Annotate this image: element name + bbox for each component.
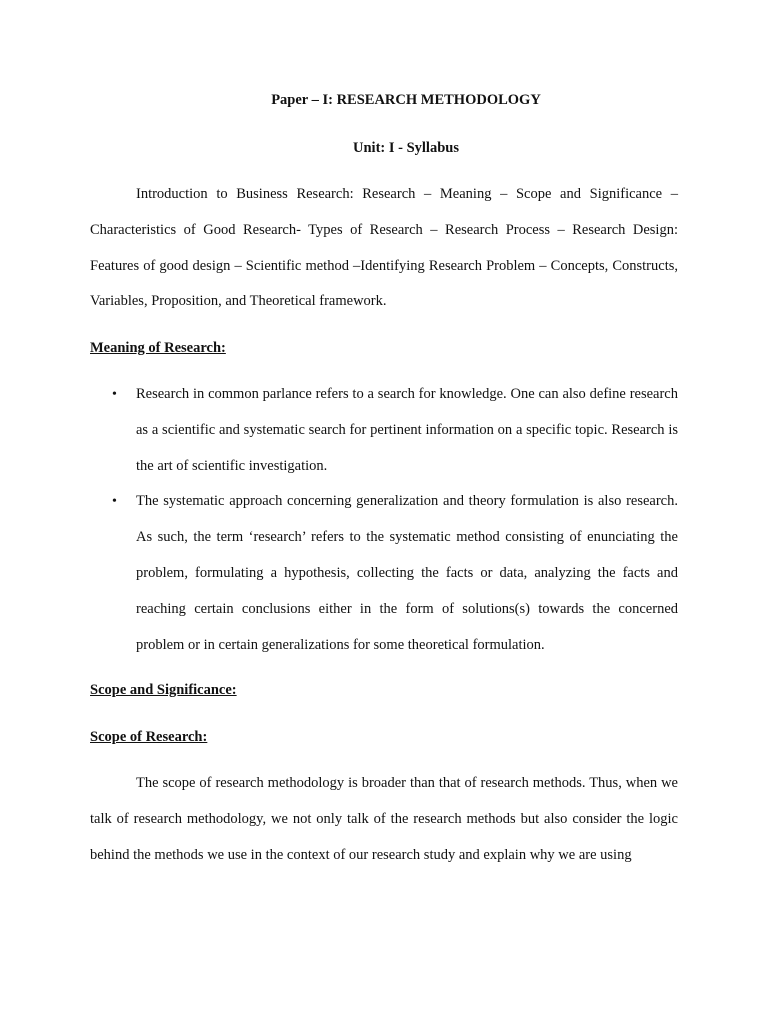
syllabus-paragraph: Introduction to Business Research: Research – Meaning – Scope and Significance – Characteristics of Good Research- Types of Research – Research Process – Research Design: Features of good design – Scientific method –Identifying Research Problem – Concepts, Constructs, Variables, Proposition, and Theoretical framework. xyxy=(90,186,678,310)
meaning-of-research-heading: Meaning of Research: xyxy=(90,340,226,356)
bullet-marker: • xyxy=(112,494,117,510)
list-item xyxy=(112,484,678,663)
meaning-bullet-list xyxy=(0,377,768,663)
scope-paragraph: The scope of research methodology is broader than that of research methods. Thus, when we talk of research methodology, we not only talk of the research methods but also consider the logic behind the methods we use in the context of our research study and explain why we are using xyxy=(90,775,678,863)
bullet-text: The systematic approach concerning generalization and theory formulation is also research. As such, the term ‘research’ refers to the systematic method consisting of enunciating the problem, formulating a hypothesis, collecting the facts or data, analyzing the facts and reaching certain conclusions either in the form of solutions(s) towards the concerned problem or in certain generalizations for some theoretical formulation. xyxy=(136,493,678,653)
unit-subtitle: Unit: I - Syllabus xyxy=(353,140,459,156)
scope-and-significance-heading: Scope and Significance: xyxy=(90,682,237,698)
bullet-text: Research in common parlance refers to a search for knowledge. One can also define research as a scientific and systematic search for pertinent information on a specific topic. Research is the art of scientific investigation. xyxy=(136,386,678,474)
page-title: Paper – I: RESEARCH METHODOLOGY xyxy=(271,92,541,108)
list-item xyxy=(112,377,678,484)
scope-of-research-heading: Scope of Research: xyxy=(90,729,208,745)
bullet-marker: • xyxy=(112,387,117,402)
